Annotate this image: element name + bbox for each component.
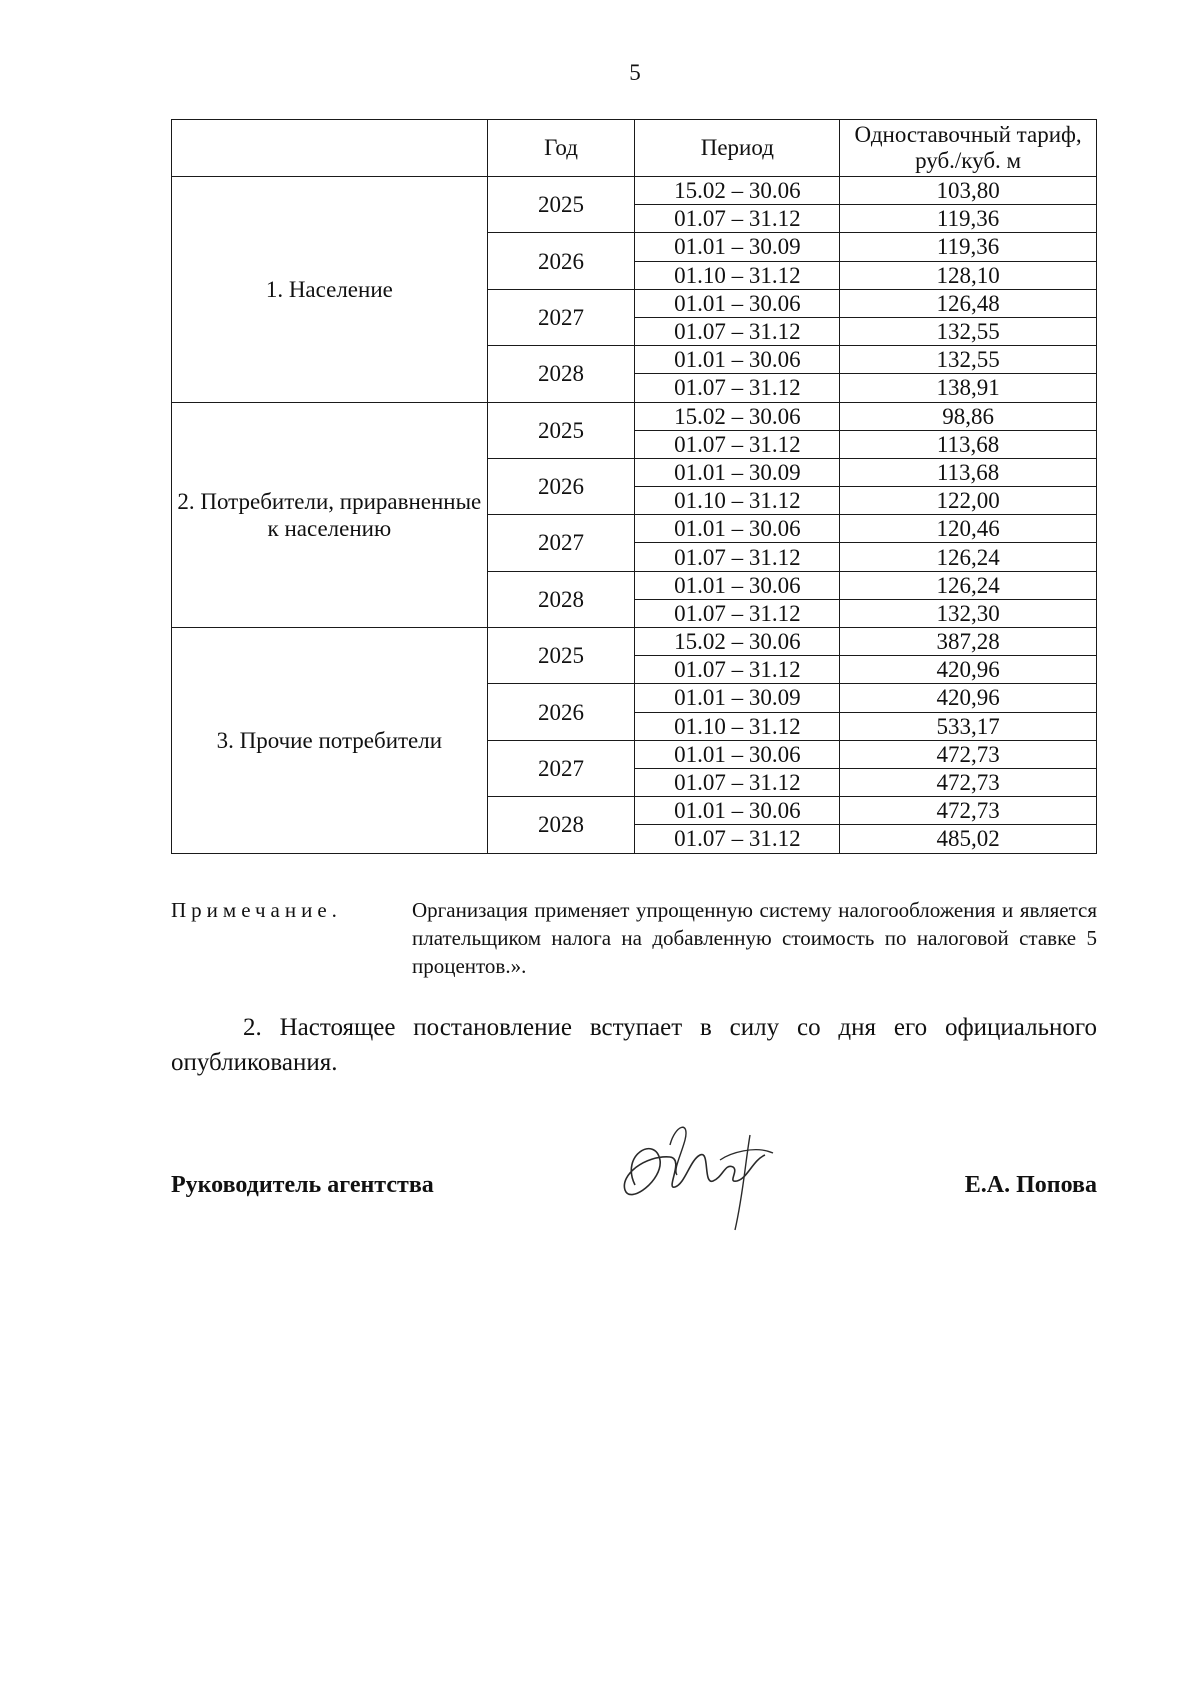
period-cell: 01.07 – 31.12 [635,430,840,458]
tariff-cell: 113,68 [840,458,1097,486]
tariff-cell: 122,00 [840,487,1097,515]
period-cell: 01.01 – 30.06 [635,289,840,317]
year-cell: 2025 [487,628,635,684]
tariff-cell: 98,86 [840,402,1097,430]
tariff-cell: 132,55 [840,317,1097,345]
tariff-cell: 420,96 [840,684,1097,712]
tariff-cell: 472,73 [840,740,1097,768]
year-cell: 2028 [487,571,635,627]
tariff-table [171,119,1097,854]
table-row [172,402,1097,430]
period-cell: 15.02 – 30.06 [635,628,840,656]
period-cell: 01.01 – 30.06 [635,740,840,768]
period-cell: 01.01 – 30.06 [635,346,840,374]
year-cell: 2026 [487,233,635,289]
clause-2: 2. Настоящее постановление вступает в силу со дня его официального опубликования. [171,1014,1097,1076]
table-row [172,177,1097,205]
header-tariff: Одноставочный тариф, руб./куб. м [840,120,1097,177]
tariff-cell: 119,36 [840,233,1097,261]
period-cell: 01.01 – 30.09 [635,684,840,712]
table-header-row [172,120,1097,177]
tariff-cell: 126,48 [840,289,1097,317]
tariff-cell: 132,30 [840,599,1097,627]
year-cell: 2025 [487,402,635,458]
tariff-cell: 533,17 [840,712,1097,740]
tariff-cell: 119,36 [840,205,1097,233]
signatory-role: Руководитель агентства [171,1172,434,1198]
header-period: Период [635,120,840,177]
period-cell: 01.07 – 31.12 [635,768,840,796]
tariff-cell: 472,73 [840,797,1097,825]
tariff-cell: 472,73 [840,768,1097,796]
period-cell: 01.07 – 31.12 [635,656,840,684]
period-cell: 01.01 – 30.06 [635,515,840,543]
year-cell: 2027 [487,289,635,345]
period-cell: 01.07 – 31.12 [635,317,840,345]
period-cell: 01.10 – 31.12 [635,261,840,289]
year-cell: 2027 [487,740,635,796]
year-cell: 2027 [487,515,635,571]
tariff-cell: 420,96 [840,656,1097,684]
tariff-cell: 126,24 [840,571,1097,599]
period-cell: 01.07 – 31.12 [635,205,840,233]
year-cell: 2028 [487,346,635,402]
tariff-cell: 103,80 [840,177,1097,205]
handwritten-signature [615,1115,785,1240]
period-cell: 15.02 – 30.06 [635,402,840,430]
period-cell: 01.07 – 31.12 [635,599,840,627]
year-cell: 2026 [487,458,635,514]
period-cell: 01.10 – 31.12 [635,487,840,515]
period-cell: 01.07 – 31.12 [635,374,840,402]
tariff-cell: 132,55 [840,346,1097,374]
period-cell: 01.01 – 30.09 [635,458,840,486]
tariff-cell: 120,46 [840,515,1097,543]
category-cell: 1. Население [172,177,488,403]
tariff-cell: 138,91 [840,374,1097,402]
table-row [172,628,1097,656]
note-text: Организация применяет упрощенную систему налогообложения и является плательщиком налога на добавленную стоимость по налоговой ставке 5 процентов.». [412,898,1097,978]
period-cell: 01.07 – 31.12 [635,543,840,571]
signatory-name: Е.А. Попова [964,1172,1097,1198]
page-number: 5 [629,60,641,85]
year-cell: 2026 [487,684,635,740]
header-year: Год [487,120,635,177]
note-label: Примечание. [171,898,342,922]
period-cell: 01.01 – 30.06 [635,571,840,599]
tariff-cell: 387,28 [840,628,1097,656]
period-cell: 01.01 – 30.09 [635,233,840,261]
tariff-cell: 126,24 [840,543,1097,571]
period-cell: 15.02 – 30.06 [635,177,840,205]
year-cell: 2025 [487,177,635,233]
category-cell: 3. Прочие потребители [172,628,488,854]
period-cell: 01.01 – 30.06 [635,797,840,825]
tariff-cell: 113,68 [840,430,1097,458]
category-cell: 2. Потребители, приравненные к населению [172,402,488,628]
header-category [172,120,488,177]
period-cell: 01.07 – 31.12 [635,825,840,853]
period-cell: 01.10 – 31.12 [635,712,840,740]
tariff-table-body [172,177,1097,854]
year-cell: 2028 [487,797,635,853]
tariff-cell: 485,02 [840,825,1097,853]
tariff-cell: 128,10 [840,261,1097,289]
